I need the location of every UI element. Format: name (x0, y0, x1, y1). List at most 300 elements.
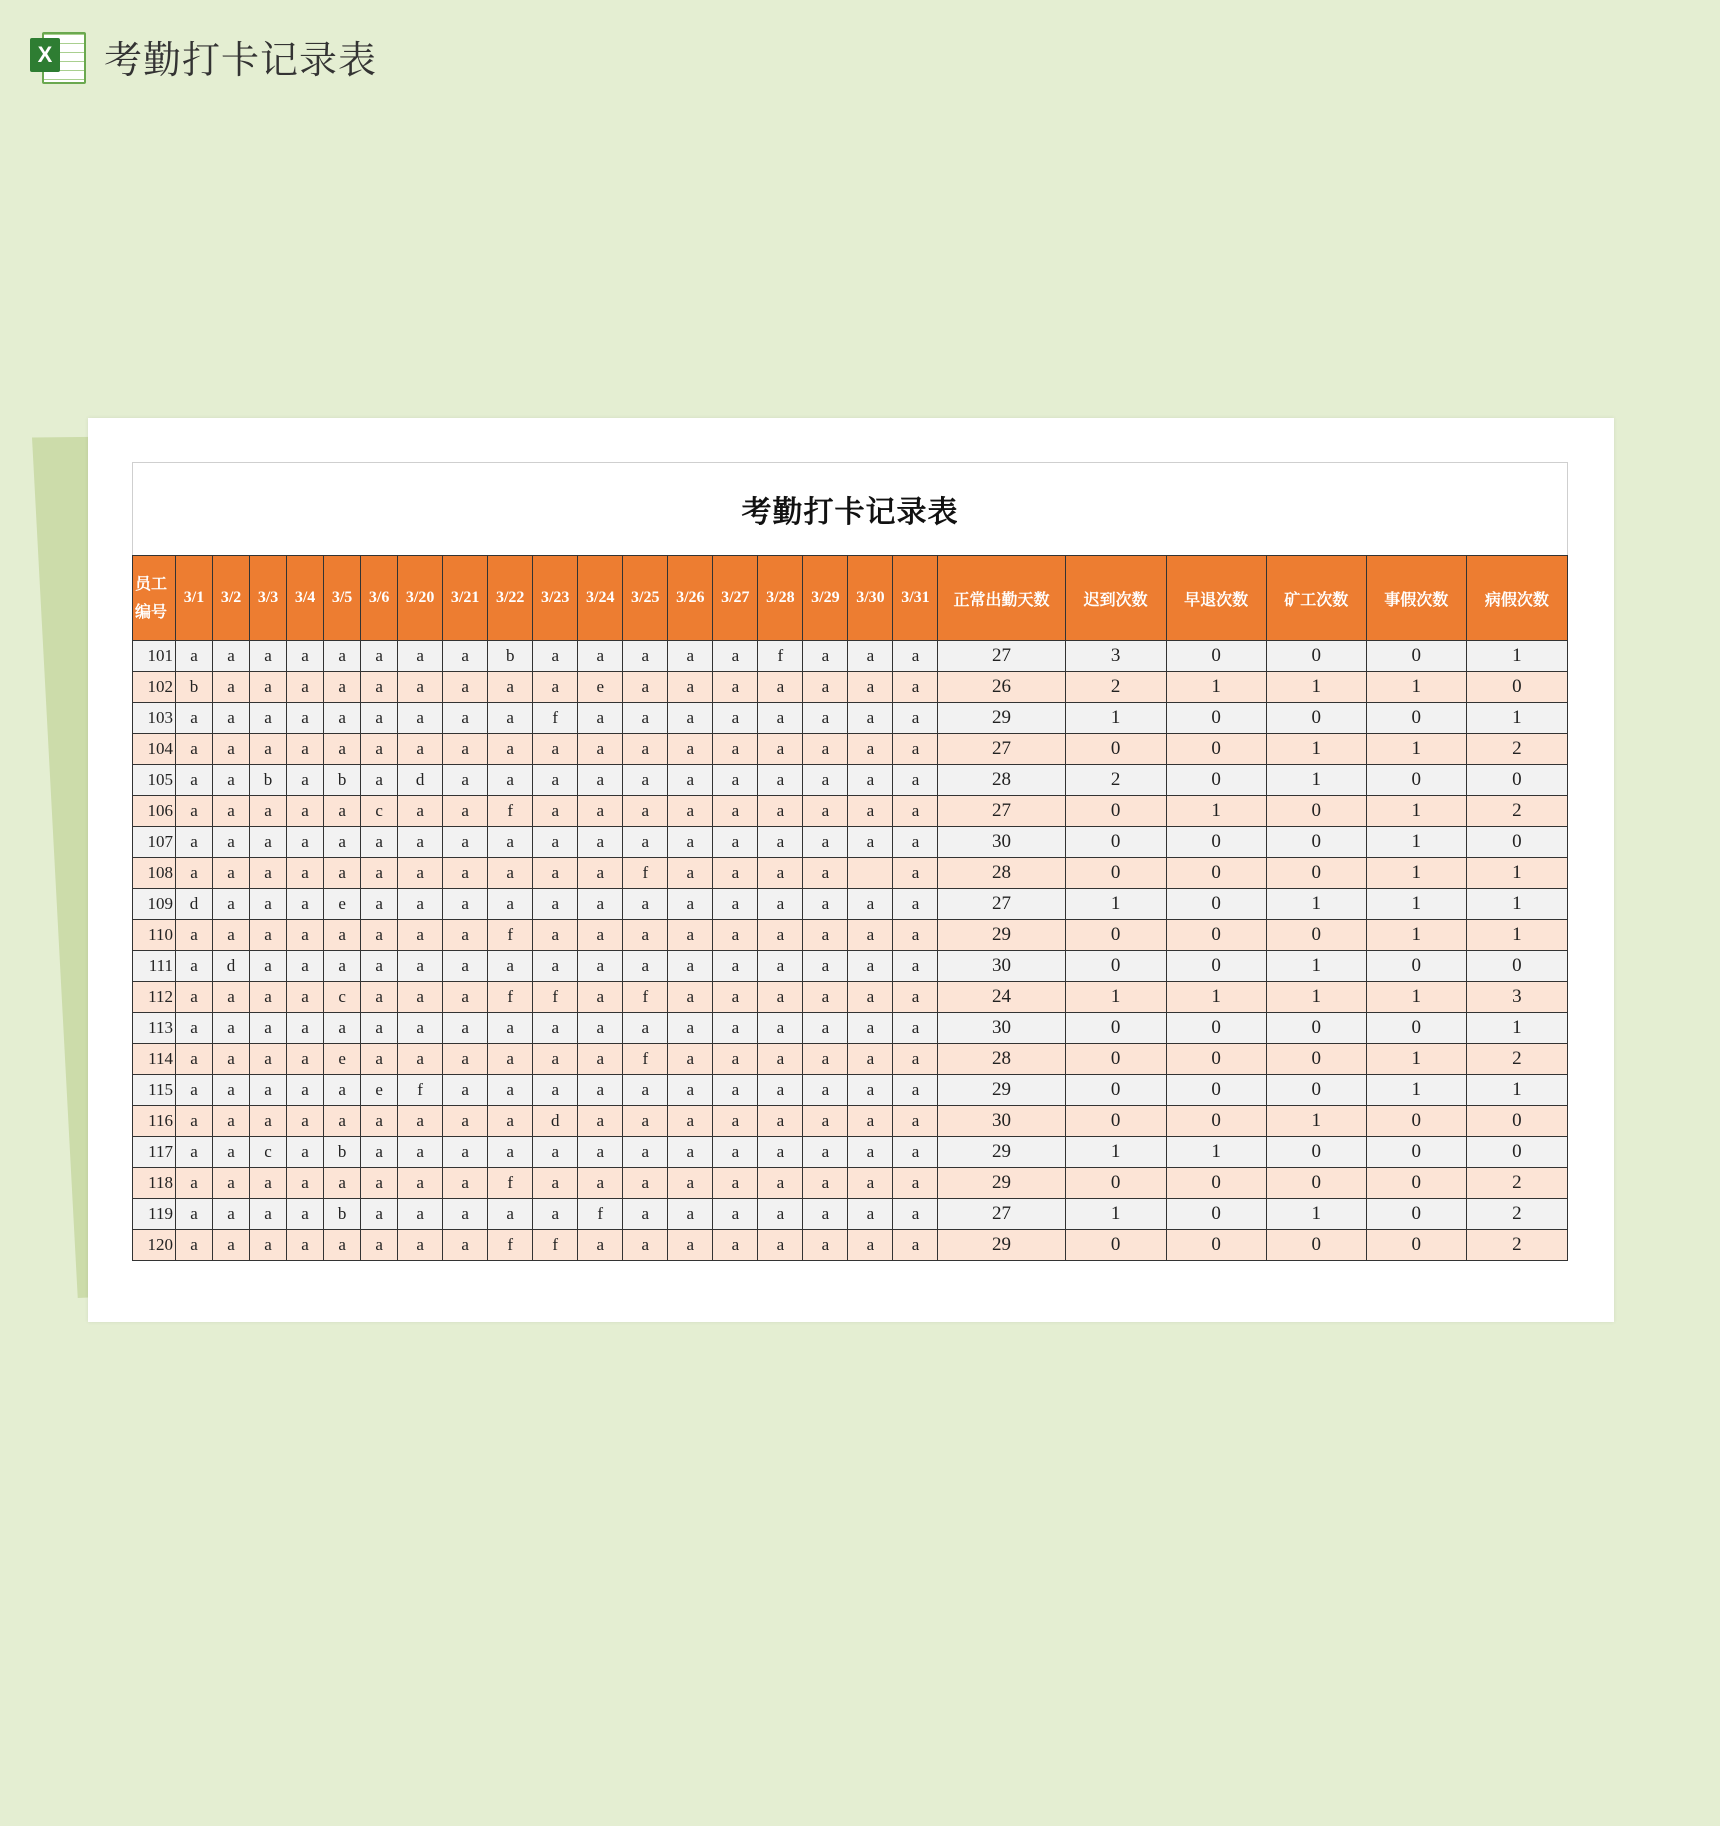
stat-cell[interactable]: 1 (1065, 1137, 1166, 1168)
attendance-code-cell[interactable]: a (713, 796, 758, 827)
stat-cell[interactable]: 28 (938, 858, 1065, 889)
attendance-code-cell[interactable]: a (533, 827, 578, 858)
attendance-code-cell[interactable]: a (848, 1199, 893, 1230)
attendance-code-cell[interactable]: a (533, 1013, 578, 1044)
attendance-code-cell[interactable]: a (623, 827, 668, 858)
attendance-code-cell[interactable]: a (758, 982, 803, 1013)
attendance-code-cell[interactable]: a (488, 1199, 533, 1230)
stat-cell[interactable]: 2 (1466, 1044, 1567, 1075)
attendance-code-cell[interactable]: a (361, 951, 398, 982)
attendance-code-cell[interactable]: a (758, 703, 803, 734)
attendance-code-cell[interactable]: f (488, 796, 533, 827)
attendance-code-cell[interactable]: a (893, 920, 938, 951)
attendance-code-cell[interactable]: a (803, 1230, 848, 1261)
attendance-code-cell[interactable]: a (578, 1044, 623, 1075)
attendance-code-cell[interactable]: a (250, 827, 287, 858)
attendance-code-cell[interactable]: a (443, 982, 488, 1013)
attendance-code-cell[interactable]: a (668, 1044, 713, 1075)
attendance-code-cell[interactable]: f (623, 1044, 668, 1075)
attendance-code-cell[interactable]: a (287, 920, 324, 951)
attendance-code-cell[interactable]: a (803, 703, 848, 734)
employee-id-cell[interactable]: 109 (133, 889, 176, 920)
attendance-code-cell[interactable]: a (488, 1106, 533, 1137)
attendance-code-cell[interactable]: a (578, 982, 623, 1013)
stat-cell[interactable]: 27 (938, 641, 1065, 672)
attendance-code-cell[interactable]: a (848, 1137, 893, 1168)
attendance-code-cell[interactable]: a (176, 1168, 213, 1199)
attendance-code-cell[interactable]: d (398, 765, 443, 796)
attendance-code-cell[interactable]: a (758, 1013, 803, 1044)
attendance-code-cell[interactable]: a (250, 703, 287, 734)
attendance-code-cell[interactable]: a (713, 827, 758, 858)
attendance-code-cell[interactable]: f (533, 982, 578, 1013)
attendance-code-cell[interactable]: a (443, 1106, 488, 1137)
attendance-code-cell[interactable]: a (287, 858, 324, 889)
attendance-code-cell[interactable]: a (668, 672, 713, 703)
attendance-code-cell[interactable]: a (213, 1199, 250, 1230)
stat-cell[interactable]: 2 (1466, 1168, 1567, 1199)
attendance-code-cell[interactable]: a (668, 827, 713, 858)
attendance-code-cell[interactable]: a (287, 1137, 324, 1168)
stat-cell[interactable]: 30 (938, 1013, 1065, 1044)
stat-cell[interactable]: 0 (1065, 734, 1166, 765)
attendance-code-cell[interactable]: a (398, 1137, 443, 1168)
attendance-code-cell[interactable]: a (213, 1013, 250, 1044)
attendance-code-cell[interactable]: a (758, 858, 803, 889)
attendance-code-cell[interactable]: a (287, 672, 324, 703)
attendance-code-cell[interactable]: a (533, 765, 578, 796)
attendance-code-cell[interactable]: f (623, 858, 668, 889)
attendance-code-cell[interactable]: d (213, 951, 250, 982)
attendance-code-cell[interactable]: a (803, 1044, 848, 1075)
stat-cell[interactable]: 0 (1466, 951, 1567, 982)
attendance-code-cell[interactable]: a (893, 734, 938, 765)
attendance-code-cell[interactable]: a (213, 672, 250, 703)
attendance-code-cell[interactable]: a (623, 889, 668, 920)
stat-cell[interactable]: 30 (938, 951, 1065, 982)
stat-cell[interactable]: 0 (1166, 1168, 1266, 1199)
attendance-code-cell[interactable]: a (398, 1106, 443, 1137)
attendance-code-cell[interactable]: a (578, 1137, 623, 1168)
attendance-code-cell[interactable]: a (250, 920, 287, 951)
attendance-code-cell[interactable]: a (668, 1199, 713, 1230)
stat-cell[interactable]: 1 (1166, 982, 1266, 1013)
attendance-code-cell[interactable]: a (176, 920, 213, 951)
attendance-code-cell[interactable]: a (713, 920, 758, 951)
attendance-code-cell[interactable]: a (250, 982, 287, 1013)
stat-cell[interactable]: 0 (1166, 1013, 1266, 1044)
attendance-code-cell[interactable]: a (893, 765, 938, 796)
attendance-code-cell[interactable]: a (361, 889, 398, 920)
attendance-code-cell[interactable]: a (893, 1044, 938, 1075)
attendance-code-cell[interactable]: a (398, 703, 443, 734)
stat-cell[interactable]: 1 (1366, 1075, 1466, 1106)
attendance-code-cell[interactable]: a (287, 889, 324, 920)
stat-cell[interactable]: 29 (938, 920, 1065, 951)
attendance-code-cell[interactable]: a (287, 765, 324, 796)
attendance-code-cell[interactable]: a (176, 1013, 213, 1044)
stat-cell[interactable]: 1 (1366, 982, 1466, 1013)
employee-id-cell[interactable]: 116 (133, 1106, 176, 1137)
attendance-code-cell[interactable]: a (398, 641, 443, 672)
stat-cell[interactable]: 1 (1366, 734, 1466, 765)
attendance-code-cell[interactable]: a (213, 1230, 250, 1261)
attendance-code-cell[interactable]: a (758, 889, 803, 920)
attendance-code-cell[interactable]: a (324, 796, 361, 827)
attendance-code-cell[interactable]: a (398, 1013, 443, 1044)
attendance-code-cell[interactable]: a (287, 734, 324, 765)
attendance-code-cell[interactable]: b (324, 1137, 361, 1168)
attendance-code-cell[interactable]: a (287, 1013, 324, 1044)
attendance-code-cell[interactable]: a (287, 1075, 324, 1106)
employee-id-cell[interactable]: 103 (133, 703, 176, 734)
attendance-code-cell[interactable]: a (578, 1075, 623, 1106)
stat-cell[interactable]: 0 (1266, 827, 1366, 858)
stat-cell[interactable]: 0 (1266, 1044, 1366, 1075)
stat-cell[interactable]: 29 (938, 1230, 1065, 1261)
attendance-code-cell[interactable]: a (713, 858, 758, 889)
attendance-code-cell[interactable]: a (250, 1199, 287, 1230)
attendance-code-cell[interactable]: a (758, 1075, 803, 1106)
attendance-code-cell[interactable]: a (533, 641, 578, 672)
attendance-code-cell[interactable]: a (250, 858, 287, 889)
stat-cell[interactable]: 1 (1466, 641, 1567, 672)
attendance-code-cell[interactable]: a (398, 827, 443, 858)
attendance-code-cell[interactable]: a (287, 641, 324, 672)
attendance-code-cell[interactable]: a (213, 796, 250, 827)
attendance-code-cell[interactable]: a (213, 1044, 250, 1075)
attendance-code-cell[interactable]: a (758, 827, 803, 858)
attendance-code-cell[interactable]: a (713, 1075, 758, 1106)
attendance-code-cell[interactable]: a (758, 1230, 803, 1261)
attendance-code-cell[interactable]: a (488, 858, 533, 889)
stat-cell[interactable]: 29 (938, 1168, 1065, 1199)
attendance-code-cell[interactable]: a (488, 672, 533, 703)
attendance-code-cell[interactable]: a (287, 1168, 324, 1199)
attendance-code-cell[interactable]: a (893, 1075, 938, 1106)
attendance-code-cell[interactable]: a (668, 1230, 713, 1261)
attendance-code-cell[interactable]: a (848, 641, 893, 672)
attendance-code-cell[interactable]: a (668, 734, 713, 765)
attendance-code-cell[interactable]: a (848, 827, 893, 858)
attendance-code-cell[interactable]: a (848, 889, 893, 920)
attendance-code-cell[interactable]: a (578, 641, 623, 672)
attendance-code-cell[interactable]: a (213, 920, 250, 951)
attendance-code-cell[interactable]: a (213, 1137, 250, 1168)
attendance-code-cell[interactable]: a (324, 703, 361, 734)
attendance-code-cell[interactable]: a (213, 982, 250, 1013)
attendance-code-cell[interactable]: a (443, 1199, 488, 1230)
attendance-code-cell[interactable]: a (668, 1168, 713, 1199)
attendance-code-cell[interactable]: a (361, 858, 398, 889)
stat-cell[interactable]: 0 (1166, 1230, 1266, 1261)
attendance-code-cell[interactable]: a (324, 1013, 361, 1044)
attendance-code-cell[interactable]: d (533, 1106, 578, 1137)
attendance-code-cell[interactable]: a (443, 796, 488, 827)
attendance-code-cell[interactable]: a (713, 672, 758, 703)
attendance-code-cell[interactable]: a (250, 889, 287, 920)
stat-cell[interactable]: 0 (1166, 920, 1266, 951)
attendance-code-cell[interactable]: a (533, 858, 578, 889)
stat-cell[interactable]: 1 (1266, 734, 1366, 765)
stat-cell[interactable]: 1 (1466, 920, 1567, 951)
attendance-code-cell[interactable]: a (443, 765, 488, 796)
attendance-code-cell[interactable]: a (361, 827, 398, 858)
attendance-code-cell[interactable]: a (361, 672, 398, 703)
attendance-code-cell[interactable]: a (443, 1168, 488, 1199)
stat-cell[interactable]: 2 (1065, 765, 1166, 796)
attendance-code-cell[interactable]: a (578, 1013, 623, 1044)
attendance-code-cell[interactable]: a (848, 765, 893, 796)
attendance-code-cell[interactable]: a (893, 703, 938, 734)
attendance-code-cell[interactable]: a (443, 641, 488, 672)
stat-cell[interactable]: 0 (1366, 1106, 1466, 1137)
attendance-code-cell[interactable]: a (398, 1044, 443, 1075)
attendance-code-cell[interactable]: a (488, 951, 533, 982)
attendance-code-cell[interactable]: a (287, 703, 324, 734)
stat-cell[interactable]: 1 (1366, 1044, 1466, 1075)
attendance-code-cell[interactable]: a (578, 734, 623, 765)
stat-cell[interactable]: 2 (1065, 672, 1166, 703)
attendance-code-cell[interactable]: a (443, 1075, 488, 1106)
stat-cell[interactable]: 2 (1466, 734, 1567, 765)
attendance-code-cell[interactable]: a (361, 765, 398, 796)
attendance-code-cell[interactable]: a (398, 951, 443, 982)
attendance-code-cell[interactable]: a (668, 1013, 713, 1044)
attendance-code-cell[interactable]: a (176, 982, 213, 1013)
attendance-code-cell[interactable]: a (443, 703, 488, 734)
attendance-code-cell[interactable]: a (361, 1199, 398, 1230)
attendance-code-cell[interactable]: a (668, 765, 713, 796)
stat-cell[interactable]: 30 (938, 1106, 1065, 1137)
employee-id-cell[interactable]: 118 (133, 1168, 176, 1199)
attendance-code-cell[interactable]: a (848, 1075, 893, 1106)
attendance-code-cell[interactable]: a (250, 796, 287, 827)
stat-cell[interactable]: 0 (1366, 765, 1466, 796)
attendance-code-cell[interactable]: e (324, 1044, 361, 1075)
attendance-code-cell[interactable]: a (848, 672, 893, 703)
stat-cell[interactable]: 0 (1065, 1013, 1166, 1044)
attendance-code-cell[interactable]: a (176, 734, 213, 765)
attendance-code-cell[interactable]: a (893, 641, 938, 672)
attendance-code-cell[interactable]: a (324, 951, 361, 982)
attendance-code-cell[interactable]: a (213, 734, 250, 765)
stat-cell[interactable]: 0 (1266, 1137, 1366, 1168)
attendance-code-cell[interactable]: a (324, 1106, 361, 1137)
stat-cell[interactable]: 0 (1065, 827, 1166, 858)
attendance-code-cell[interactable]: a (893, 1137, 938, 1168)
attendance-code-cell[interactable]: a (578, 765, 623, 796)
attendance-code-cell[interactable]: a (443, 951, 488, 982)
attendance-code-cell[interactable]: a (848, 1168, 893, 1199)
attendance-code-cell[interactable]: a (578, 951, 623, 982)
attendance-code-cell[interactable]: a (668, 951, 713, 982)
attendance-code-cell[interactable]: a (623, 765, 668, 796)
attendance-code-cell[interactable]: b (324, 765, 361, 796)
employee-id-cell[interactable]: 102 (133, 672, 176, 703)
attendance-code-cell[interactable]: f (578, 1199, 623, 1230)
stat-cell[interactable]: 0 (1065, 796, 1166, 827)
stat-cell[interactable]: 0 (1466, 1106, 1567, 1137)
attendance-code-cell[interactable]: a (324, 1075, 361, 1106)
attendance-code-cell[interactable]: a (488, 703, 533, 734)
attendance-code-cell[interactable]: a (758, 765, 803, 796)
stat-cell[interactable]: 0 (1266, 1230, 1366, 1261)
employee-id-cell[interactable]: 104 (133, 734, 176, 765)
attendance-code-cell[interactable]: a (361, 1168, 398, 1199)
attendance-code-cell[interactable]: a (893, 982, 938, 1013)
attendance-code-cell[interactable]: a (758, 1106, 803, 1137)
attendance-code-cell[interactable]: a (398, 982, 443, 1013)
attendance-code-cell[interactable]: a (213, 1075, 250, 1106)
attendance-code-cell[interactable]: a (398, 1230, 443, 1261)
attendance-code-cell[interactable]: a (324, 1168, 361, 1199)
attendance-code-cell[interactable]: a (848, 1013, 893, 1044)
attendance-code-cell[interactable]: a (488, 1044, 533, 1075)
attendance-code-cell[interactable]: a (398, 889, 443, 920)
attendance-code-cell[interactable]: a (803, 827, 848, 858)
stat-cell[interactable]: 0 (1266, 920, 1366, 951)
attendance-code-cell[interactable]: a (578, 889, 623, 920)
employee-id-cell[interactable]: 111 (133, 951, 176, 982)
stat-cell[interactable]: 1 (1366, 889, 1466, 920)
attendance-code-cell[interactable]: a (488, 1013, 533, 1044)
attendance-code-cell[interactable]: b (250, 765, 287, 796)
attendance-code-cell[interactable]: a (443, 858, 488, 889)
attendance-code-cell[interactable]: a (848, 982, 893, 1013)
attendance-code-cell[interactable]: a (803, 1075, 848, 1106)
attendance-code-cell[interactable]: a (287, 1044, 324, 1075)
employee-id-cell[interactable]: 114 (133, 1044, 176, 1075)
attendance-code-cell[interactable]: a (361, 734, 398, 765)
attendance-code-cell[interactable]: a (443, 734, 488, 765)
employee-id-cell[interactable]: 101 (133, 641, 176, 672)
attendance-code-cell[interactable]: f (488, 1168, 533, 1199)
attendance-code-cell[interactable]: a (578, 858, 623, 889)
stat-cell[interactable]: 27 (938, 734, 1065, 765)
attendance-code-cell[interactable]: a (668, 920, 713, 951)
attendance-code-cell[interactable]: a (848, 1044, 893, 1075)
attendance-code-cell[interactable]: a (176, 858, 213, 889)
attendance-code-cell[interactable]: a (623, 703, 668, 734)
stat-cell[interactable]: 1 (1266, 1106, 1366, 1137)
stat-cell[interactable]: 1 (1366, 796, 1466, 827)
attendance-code-cell[interactable]: a (361, 641, 398, 672)
attendance-code-cell[interactable]: a (176, 765, 213, 796)
attendance-code-cell[interactable]: a (668, 1106, 713, 1137)
attendance-code-cell[interactable]: a (488, 1075, 533, 1106)
attendance-code-cell[interactable]: a (623, 1199, 668, 1230)
attendance-code-cell[interactable]: a (361, 1230, 398, 1261)
attendance-code-cell[interactable]: a (176, 1199, 213, 1230)
attendance-code-cell[interactable]: a (250, 951, 287, 982)
employee-id-cell[interactable]: 110 (133, 920, 176, 951)
stat-cell[interactable]: 29 (938, 1075, 1065, 1106)
stat-cell[interactable]: 28 (938, 1044, 1065, 1075)
attendance-code-cell[interactable]: b (176, 672, 213, 703)
employee-id-cell[interactable]: 120 (133, 1230, 176, 1261)
attendance-code-cell[interactable]: a (713, 641, 758, 672)
attendance-code-cell[interactable]: a (848, 920, 893, 951)
attendance-code-cell[interactable]: a (758, 734, 803, 765)
stat-cell[interactable]: 0 (1166, 858, 1266, 889)
attendance-code-cell[interactable]: a (213, 889, 250, 920)
attendance-code-cell[interactable]: a (176, 1137, 213, 1168)
attendance-code-cell[interactable]: a (533, 1075, 578, 1106)
attendance-code-cell[interactable]: c (361, 796, 398, 827)
employee-id-cell[interactable]: 107 (133, 827, 176, 858)
stat-cell[interactable]: 0 (1266, 641, 1366, 672)
attendance-code-cell[interactable]: e (361, 1075, 398, 1106)
attendance-code-cell[interactable]: a (893, 889, 938, 920)
attendance-code-cell[interactable]: a (713, 703, 758, 734)
stat-cell[interactable]: 0 (1166, 1199, 1266, 1230)
stat-cell[interactable]: 1 (1166, 672, 1266, 703)
attendance-code-cell[interactable]: a (324, 1230, 361, 1261)
attendance-code-cell[interactable]: a (893, 1013, 938, 1044)
attendance-code-cell[interactable]: a (848, 951, 893, 982)
stat-cell[interactable]: 1 (1266, 951, 1366, 982)
attendance-code-cell[interactable]: a (623, 1137, 668, 1168)
attendance-code-cell[interactable]: f (758, 641, 803, 672)
stat-cell[interactable]: 0 (1366, 1013, 1466, 1044)
attendance-code-cell[interactable]: a (848, 1230, 893, 1261)
attendance-code-cell[interactable]: a (213, 858, 250, 889)
attendance-code-cell[interactable]: a (668, 703, 713, 734)
attendance-code-cell[interactable]: a (250, 1106, 287, 1137)
attendance-code-cell[interactable]: a (250, 672, 287, 703)
attendance-code-cell[interactable]: a (287, 1230, 324, 1261)
stat-cell[interactable]: 1 (1065, 982, 1166, 1013)
attendance-code-cell[interactable]: a (713, 951, 758, 982)
stat-cell[interactable]: 1 (1366, 827, 1466, 858)
stat-cell[interactable]: 0 (1065, 1230, 1166, 1261)
stat-cell[interactable]: 2 (1466, 796, 1567, 827)
attendance-code-cell[interactable]: a (213, 827, 250, 858)
stat-cell[interactable]: 0 (1065, 920, 1166, 951)
attendance-code-cell[interactable]: a (176, 641, 213, 672)
attendance-code-cell[interactable]: a (443, 1013, 488, 1044)
attendance-code-cell[interactable]: a (250, 1013, 287, 1044)
stat-cell[interactable]: 1 (1366, 858, 1466, 889)
attendance-code-cell[interactable]: a (398, 858, 443, 889)
attendance-code-cell[interactable]: a (713, 1199, 758, 1230)
stat-cell[interactable]: 0 (1366, 1230, 1466, 1261)
attendance-code-cell[interactable]: f (533, 1230, 578, 1261)
attendance-code-cell[interactable]: a (668, 982, 713, 1013)
attendance-code-cell[interactable]: a (623, 1075, 668, 1106)
attendance-code-cell[interactable]: a (758, 1168, 803, 1199)
stat-cell[interactable]: 28 (938, 765, 1065, 796)
attendance-code-cell[interactable]: a (361, 1137, 398, 1168)
stat-cell[interactable]: 0 (1266, 703, 1366, 734)
attendance-code-cell[interactable]: a (213, 1168, 250, 1199)
stat-cell[interactable]: 0 (1065, 1168, 1166, 1199)
attendance-code-cell[interactable]: a (803, 951, 848, 982)
attendance-code-cell[interactable]: a (398, 672, 443, 703)
stat-cell[interactable]: 1 (1065, 1199, 1166, 1230)
attendance-code-cell[interactable]: a (176, 827, 213, 858)
attendance-code-cell[interactable]: a (893, 1230, 938, 1261)
stat-cell[interactable]: 1 (1065, 703, 1166, 734)
stat-cell[interactable]: 0 (1466, 827, 1567, 858)
attendance-code-cell[interactable]: f (623, 982, 668, 1013)
attendance-code-cell[interactable] (848, 858, 893, 889)
attendance-code-cell[interactable]: a (361, 1044, 398, 1075)
stat-cell[interactable]: 0 (1266, 858, 1366, 889)
attendance-code-cell[interactable]: a (176, 1106, 213, 1137)
attendance-code-cell[interactable]: a (533, 1044, 578, 1075)
